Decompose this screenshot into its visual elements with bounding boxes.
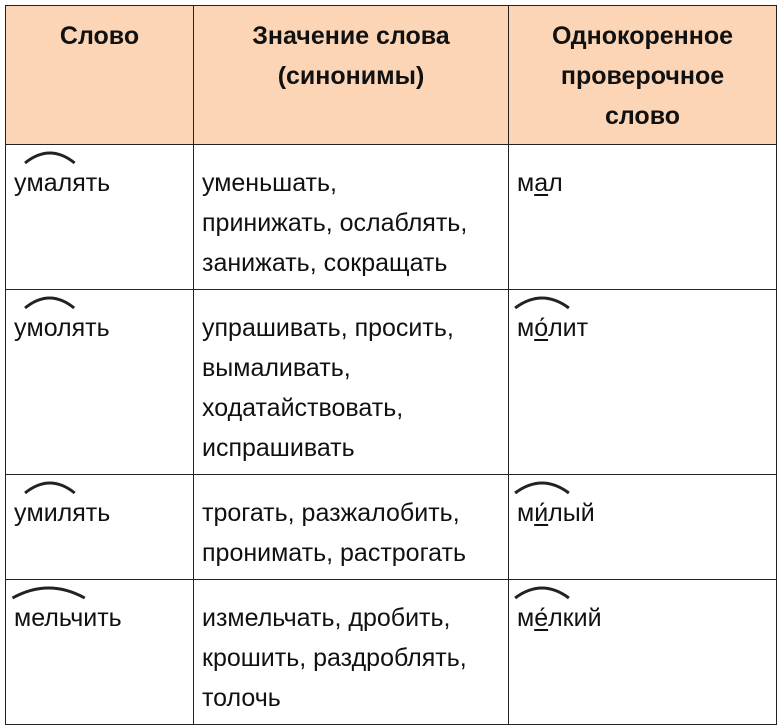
word-suffix: ить	[83, 604, 122, 632]
word-root-text: мельч	[14, 604, 84, 632]
header-check-line: проверочное	[560, 62, 725, 90]
meaning-cell	[194, 580, 509, 725]
synonym-line: крошить, раздроблять,	[202, 644, 467, 672]
word-cell	[6, 290, 194, 475]
synonym-line: пронимать, растрогать	[202, 539, 466, 567]
header-check-word	[509, 6, 777, 145]
check-word	[517, 169, 563, 197]
check-word-end: лый	[548, 499, 595, 527]
word-root	[27, 308, 72, 348]
check-word	[517, 314, 588, 342]
check-word-cell	[509, 580, 777, 725]
check-word-root	[517, 493, 595, 533]
word-cell	[6, 475, 194, 580]
header-meaning-line: (синонимы)	[277, 62, 425, 90]
word	[14, 169, 110, 197]
check-word-end: лкий	[548, 604, 602, 632]
synonym-line: занижать, сокращать	[202, 249, 448, 277]
word-root-text: мил	[26, 499, 73, 527]
word	[14, 499, 110, 527]
synonym-line: упрашивать, просить,	[202, 314, 454, 342]
check-word-vowel: а	[534, 169, 549, 197]
synonym-line: уменьшать,	[202, 169, 337, 197]
check-word-root	[517, 308, 588, 348]
header-meaning-line: Значение слова	[252, 22, 450, 50]
synonym-line: принижать, ослаблять,	[202, 209, 468, 237]
meaning-cell	[194, 145, 509, 290]
table-row	[6, 580, 777, 725]
word-suffix: ять	[72, 169, 111, 197]
word-prefix: у	[14, 169, 27, 197]
word-cell	[6, 145, 194, 290]
word-prefix: у	[14, 314, 27, 342]
word-root	[14, 598, 83, 638]
header-meaning	[194, 6, 509, 145]
word-root	[27, 163, 73, 203]
check-word-vowel: о́	[534, 314, 549, 342]
synonym-line: измельчать, дробить,	[202, 604, 451, 632]
meaning-cell	[194, 475, 509, 580]
check-word-start: м	[517, 499, 535, 527]
meaning-cell	[194, 290, 509, 475]
check-word-cell	[509, 290, 777, 475]
synonym-line: толочь	[202, 684, 281, 712]
check-word-start: м	[517, 604, 535, 632]
header-check-line: слово	[604, 102, 681, 130]
root-arc-icon	[514, 479, 570, 495]
word-root-text: мал	[26, 169, 73, 197]
root-arc-icon	[514, 294, 570, 310]
root-arc-icon	[24, 149, 76, 165]
check-word-root	[517, 598, 602, 638]
check-word-root	[517, 163, 563, 203]
table-row	[6, 290, 777, 475]
check-word	[517, 499, 595, 527]
check-word-vowel: е́	[534, 604, 549, 632]
word-root	[27, 493, 73, 533]
synonym-line: трогать, разжалобить,	[202, 499, 460, 527]
synonym-line: ходатайствовать,	[202, 394, 404, 422]
check-word-end: лит	[548, 314, 589, 342]
word-root-text: мол	[26, 314, 72, 342]
check-word-end: л	[548, 169, 563, 197]
check-word-start: м	[517, 169, 535, 197]
header-check-line: Однокоренное	[551, 22, 734, 50]
check-word-vowel: и́	[534, 499, 549, 527]
check-word-start: м	[517, 314, 535, 342]
synonym-line: вымаливать,	[202, 354, 351, 382]
root-arc-icon	[514, 584, 570, 600]
root-arc-icon	[24, 294, 75, 310]
header-row	[6, 6, 777, 145]
table-row	[6, 145, 777, 290]
table-row	[6, 475, 777, 580]
check-word	[517, 604, 602, 632]
header-word-label: Слово	[59, 22, 140, 50]
word-suffix: ять	[71, 314, 110, 342]
root-arc-icon	[24, 479, 76, 495]
header-word	[6, 6, 194, 145]
synonym-line: испрашивать	[202, 434, 355, 462]
root-arc-icon	[11, 584, 86, 600]
word-prefix: у	[14, 499, 27, 527]
word-suffix: ять	[72, 499, 111, 527]
check-word-cell	[509, 475, 777, 580]
word	[14, 604, 122, 632]
word	[14, 314, 110, 342]
check-word-cell	[509, 145, 777, 290]
words-table	[5, 5, 777, 725]
word-cell	[6, 580, 194, 725]
